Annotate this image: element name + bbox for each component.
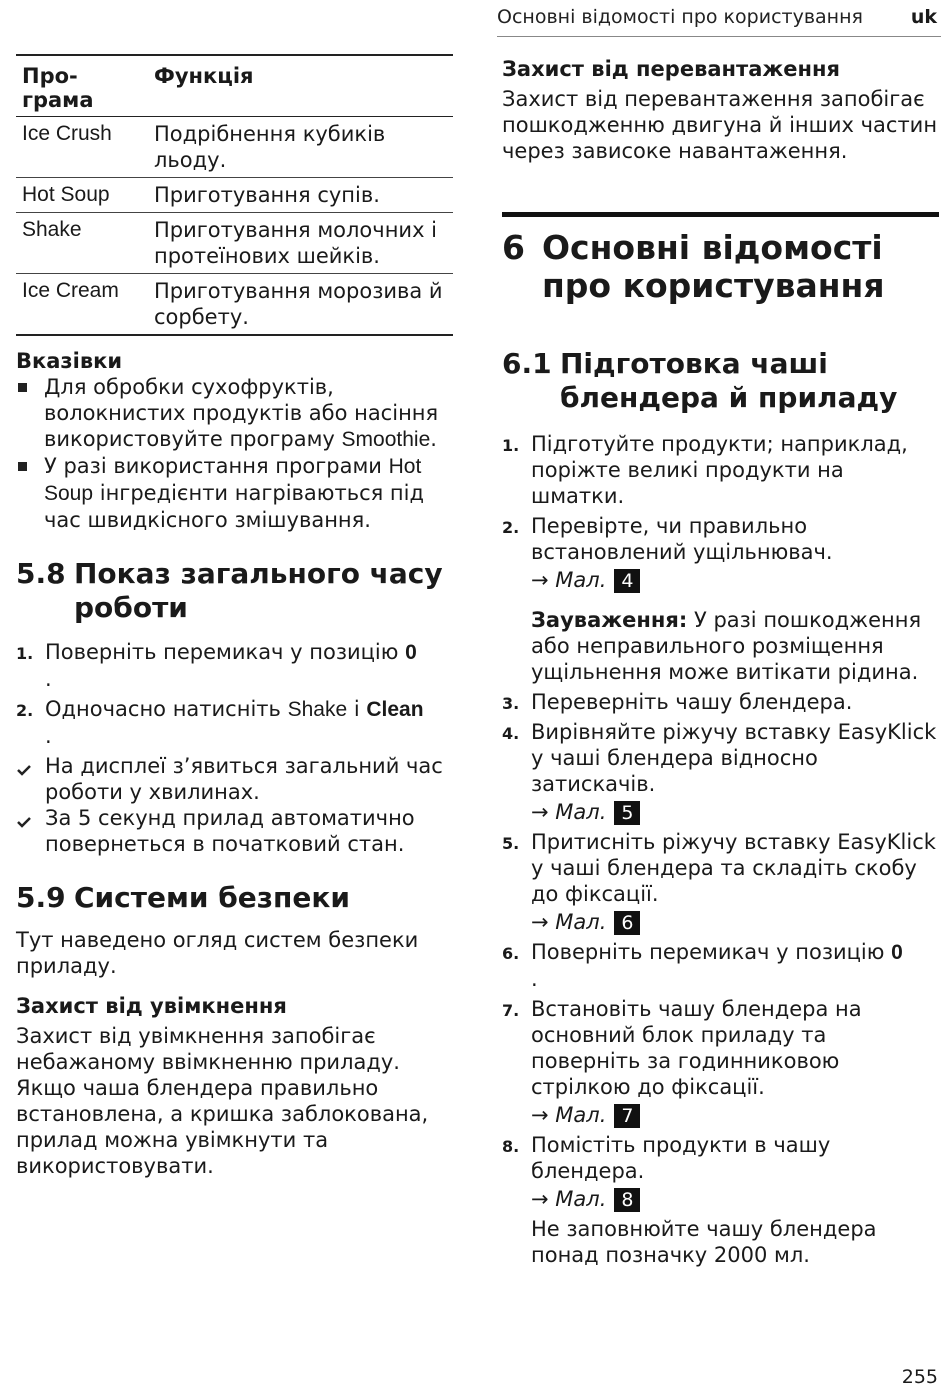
program-name: Hot Soup — [16, 178, 148, 213]
figure-number-badge: 8 — [614, 1188, 640, 1212]
list-item — [502, 689, 939, 715]
figure-number-badge: 4 — [614, 569, 640, 593]
paragraph: Захист від перевантаження запобігає пошкодженню двигуна й інших частин через зависоке навантаження. — [502, 87, 938, 163]
step-end: . — [531, 967, 538, 991]
arrow-icon: → — [531, 910, 549, 934]
fill-note: Не заповнюйте чашу блендера понад позначку 2000 мл. — [531, 1217, 877, 1267]
section-number: 5.9 — [16, 881, 66, 914]
list-item — [16, 639, 453, 692]
figure-reference — [531, 567, 939, 593]
step-number: 1. — [16, 644, 34, 663]
figure-prefix: Мал. — [555, 568, 607, 592]
paragraph: Тут наведено огляд систем безпеки приладу. — [16, 928, 419, 978]
paragraph: Захист від увімкнення запобігає небажаному ввімкненню приладу. Якщо чаша блендера правильно встановлена, а кришка заблокована, прилад можна увімкнути та використовувати. — [16, 1024, 429, 1178]
table-row — [16, 178, 453, 213]
step-text: Підготуйте продукти; наприклад, поріжте великі продукти на шматки. — [531, 432, 908, 508]
figure-prefix: Мал. — [555, 1187, 607, 1211]
chapter-number: 6 — [502, 228, 525, 267]
right-column — [502, 54, 939, 1272]
program-ref: Hot Soup — [44, 455, 422, 505]
step-text: Поверніть перемикач у позицію — [45, 640, 399, 664]
program-function: Подрібнення кубиків льоду. — [148, 117, 453, 178]
program-function: Приготування супів. — [148, 178, 453, 213]
step-text: Переверніть чашу блендера. — [531, 690, 853, 714]
note-block — [531, 607, 939, 685]
position-value: 0 — [405, 641, 417, 664]
program-function: Приготування морозива й сорбету. — [154, 279, 443, 329]
figure-reference — [531, 799, 939, 825]
step-number: 8. — [502, 1137, 520, 1156]
step-number: 2. — [16, 701, 34, 720]
result-text: За 5 секунд прилад автоматично повернеться в початковий стан. — [45, 806, 415, 856]
figure-reference — [531, 1186, 939, 1212]
result-item — [16, 753, 453, 805]
program-name: Ice Crush — [16, 117, 148, 178]
arrow-icon: → — [531, 800, 549, 824]
notes-list — [16, 374, 453, 533]
program-name: Ice Cream — [22, 279, 119, 302]
button-ref-shake: Shake — [287, 698, 348, 721]
left-column — [16, 54, 453, 1179]
section-number: 5.8 — [16, 557, 66, 590]
steps-6-1 — [502, 431, 939, 1268]
table-row — [16, 213, 453, 274]
program-name: Shake — [16, 213, 148, 274]
header-rule — [497, 36, 941, 37]
section-title-6-1 — [502, 347, 939, 415]
figure-number-badge: 5 — [614, 801, 640, 825]
figure-prefix: Мал. — [555, 1103, 607, 1127]
column-header-function: Функція — [148, 55, 453, 117]
note-text: У разі використання програми — [44, 454, 382, 478]
step-text: Помістіть продукти в чашу блендера. — [531, 1133, 831, 1183]
arrow-icon: → — [531, 1187, 549, 1211]
note-text: інгредієнти нагріваються під час швидкісного змішування. — [44, 481, 425, 532]
language-code: uk — [910, 6, 937, 28]
step-text: Встановіть чашу блендера на основний блок приладу та поверніть за годинниковою стрілкою до фіксації. — [531, 997, 862, 1099]
list-item — [502, 996, 939, 1128]
figure-number-badge: 6 — [614, 911, 640, 935]
step-text-and: і — [353, 697, 360, 721]
list-item — [502, 719, 939, 825]
program-function: Приготування молочних і протеїнових шейків. — [148, 213, 453, 274]
button-ref-clean: Clean — [366, 698, 424, 721]
chapter-title-text: Основні відомості про користування — [542, 228, 885, 305]
step-text: Поверніть перемикач у позицію — [531, 940, 885, 964]
checkmark-icon — [16, 757, 32, 783]
note-text: У разі пошкодження або неправильного розміщення ущільнення може витікати рідина. — [531, 608, 922, 684]
steps-5-8 — [16, 639, 453, 749]
program-ref: Smoothie — [341, 428, 431, 451]
list-item — [502, 513, 939, 685]
list-item — [16, 696, 453, 749]
page-number: 255 — [901, 1366, 938, 1388]
step-text: Вирівняйте ріжучу вставку EasyKlick у чаші блендера відносно затискачів. — [531, 720, 937, 796]
step-number: 3. — [502, 694, 520, 713]
figure-prefix: Мал. — [555, 800, 607, 824]
position-value: 0 — [891, 941, 903, 964]
list-item — [502, 1132, 939, 1268]
step-text: Притисніть ріжучу вставку EasyKlick у чаші блендера та складіть скобу до фіксації. — [531, 830, 936, 906]
note-end: . — [430, 427, 437, 451]
section-title-5-8 — [16, 557, 453, 625]
figure-reference — [531, 909, 939, 935]
table-row — [16, 274, 453, 336]
running-header — [497, 6, 941, 34]
program-table — [16, 54, 453, 336]
section-title-text: Показ загального часу роботи — [74, 557, 443, 624]
list-item — [502, 829, 939, 935]
figure-number-badge: 7 — [614, 1104, 640, 1128]
chapter-rule — [502, 212, 939, 217]
step-end: . — [45, 724, 52, 748]
step-number: 1. — [502, 436, 520, 455]
step-text: Перевірте, чи правильно встановлений ущільнювач. — [531, 514, 833, 564]
list-item — [16, 374, 453, 453]
figure-prefix: Мал. — [555, 910, 607, 934]
section-number: 6.1 — [502, 347, 552, 380]
section-title-5-9 — [16, 881, 453, 915]
step-number: 4. — [502, 724, 520, 743]
square-bullet-icon — [18, 462, 27, 471]
column-header-program: Про- грама — [16, 55, 148, 117]
arrow-icon: → — [531, 1103, 549, 1127]
subheading-overload-protection: Захист від перевантаження — [502, 57, 841, 81]
step-text: Одночасно натисніть — [45, 697, 281, 721]
section-title-text: Системи безпеки — [74, 881, 351, 914]
step-number: 5. — [502, 834, 520, 853]
list-item — [502, 431, 939, 509]
result-text: На дисплеї з’явиться загальний час роботи у хвилинах. — [45, 754, 443, 804]
notes-title: Вказівки — [16, 349, 123, 373]
header-title: Основні відомості про користування — [497, 6, 863, 28]
result-item — [16, 805, 453, 857]
list-item — [502, 939, 939, 992]
step-number: 7. — [502, 1001, 520, 1020]
figure-reference — [531, 1102, 939, 1128]
checkmark-icon — [16, 809, 32, 835]
step-end: . — [45, 667, 52, 691]
subheading-switch-protection: Захист від увімкнення — [16, 994, 287, 1018]
chapter-title — [502, 229, 939, 305]
table-row — [16, 117, 453, 178]
arrow-icon: → — [531, 568, 549, 592]
step-number: 6. — [502, 944, 520, 963]
table-header-row — [16, 55, 453, 117]
section-title-text: Підготовка чаші блендера й приладу — [560, 347, 898, 414]
square-bullet-icon — [18, 383, 27, 392]
list-item — [16, 453, 453, 533]
note-label: Зауваження: — [531, 608, 688, 632]
note-text: Для обробки сухофруктів, волокнистих продуктів або насіння використовуйте програму — [44, 375, 439, 451]
step-number: 2. — [502, 518, 520, 537]
